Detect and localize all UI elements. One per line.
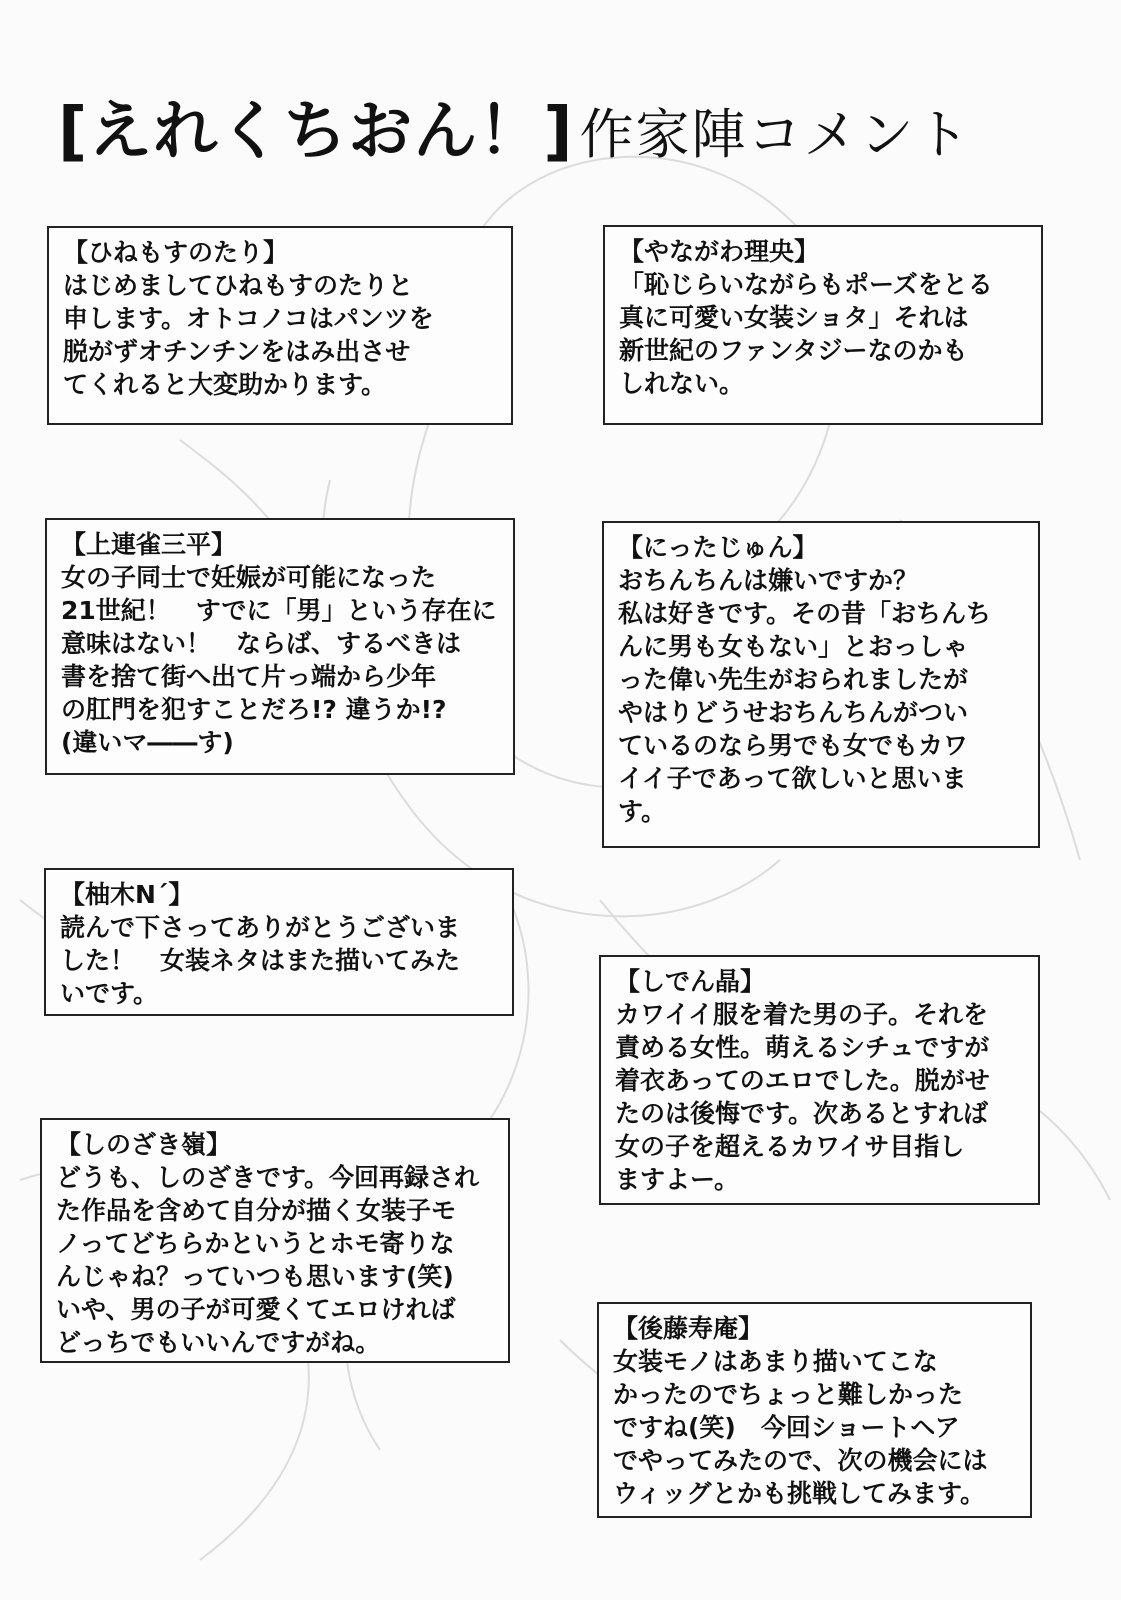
comment-line: んじゃね？っていつも思います(笑) bbox=[56, 1262, 454, 1291]
comment-line: 脱がずオチンチンをはみ出させ bbox=[63, 337, 411, 366]
comment-line: った偉い先生がおられましたが bbox=[618, 665, 969, 694]
author-name: 【ひねもすのたり】 bbox=[63, 238, 289, 267]
comment-line: 申します。オトコノコはパンツを bbox=[63, 304, 434, 333]
comment-box-goto bbox=[597, 1302, 1032, 1518]
comment-line: 新世紀のファンタジーなのかも bbox=[619, 336, 968, 365]
comment-line: 女の子同士で妊娠が可能になった bbox=[61, 563, 437, 592]
comment-line: しれない。 bbox=[619, 369, 745, 398]
comment-line: カワイイ服を着た男の子。それを bbox=[615, 1000, 989, 1029]
comment-line: んに男も女もない」とおっしゃ bbox=[618, 632, 969, 661]
comment-line: はじめましてひねもすのたりと bbox=[63, 271, 414, 300]
comment-line: やはりどうせおちんちんがつい bbox=[618, 698, 969, 727]
author-name: 【にったじゅん】 bbox=[618, 533, 818, 562]
comment-line: 真に可愛い女装ショタ」それは bbox=[619, 303, 969, 332]
author-name: 【しでん晶】 bbox=[615, 967, 766, 996]
comment-line: どっちでもいいんですがね。 bbox=[56, 1328, 381, 1357]
comment-line: いや、男の子が可愛くてエロければ bbox=[56, 1295, 456, 1324]
title-main: [えれくちおん！] bbox=[58, 95, 574, 169]
comment-line: 読んで下さってありがとうございま bbox=[60, 913, 461, 942]
comment-line: 着衣あってのエロでした。脱がせ bbox=[615, 1066, 990, 1095]
comment-box-shinozaki bbox=[40, 1118, 510, 1363]
comment-box-yanagawa bbox=[603, 225, 1043, 425]
comment-line: ですね(笑) 今回ショートヘア bbox=[613, 1413, 960, 1442]
author-name: 【上連雀三平】 bbox=[61, 530, 237, 559]
comment-line: でやってみたので、次の機会には bbox=[613, 1446, 988, 1475]
comment-line: ますよー。 bbox=[615, 1165, 740, 1194]
comment-box-yuzuki bbox=[44, 868, 514, 1016]
author-name: 【やながわ理央】 bbox=[619, 237, 820, 266]
comment-line: てくれると大変助かります。 bbox=[63, 370, 387, 399]
comment-line: イイ子であって欲しいと思いま bbox=[618, 764, 967, 793]
comment-line: (違いマ――す) bbox=[61, 728, 234, 757]
comment-line: 「恥じらいながらもポーズをとる bbox=[619, 270, 993, 299]
comment-line: いです。 bbox=[60, 979, 159, 1008]
comment-line: た作品を含めて自分が描く女装子モ bbox=[56, 1196, 457, 1225]
comment-line: 意味はない！ ならば、するべきは bbox=[61, 629, 462, 658]
comment-line: 責める女性。萌えるシチュですが bbox=[615, 1033, 990, 1062]
comment-line: かったのでちょっと難しかった bbox=[613, 1380, 964, 1409]
comment-line: 私は好きです。その昔「おちんち bbox=[618, 599, 992, 628]
comment-box-nitta bbox=[602, 521, 1040, 848]
comment-line: どうも、しのざきです。今回再録され bbox=[56, 1163, 480, 1192]
comment-line: 21世紀！ すでに「男」という存在に bbox=[61, 596, 497, 625]
comment-line: す。 bbox=[618, 797, 667, 826]
title-sub: 作家陣コメント bbox=[579, 103, 972, 166]
author-name: 【柚木N´】 bbox=[60, 880, 194, 909]
comment-line: 女装モノはあまり描いてこな bbox=[613, 1347, 938, 1376]
comment-box-kamirenjaku bbox=[45, 518, 515, 775]
comment-line: ているのなら男でも女でもカワ bbox=[618, 731, 969, 760]
comment-line: ウィッグとかも挑戦してみます。 bbox=[613, 1479, 986, 1508]
comment-line: ノってどちらかというとホモ寄りな bbox=[56, 1229, 455, 1258]
comment-line: した！ 女装ネタはまた描いてみた bbox=[60, 946, 461, 975]
author-name: 【しのざき嶺】 bbox=[56, 1130, 232, 1159]
comment-line: 書を捨て街へ出て片っ端から少年 bbox=[61, 662, 437, 691]
comment-box-shiden bbox=[599, 955, 1040, 1205]
comment-line: 女の子を超えるカワイサ目指し bbox=[615, 1132, 965, 1161]
comment-line: の肛門を犯すことだろ!? 違うか!? bbox=[61, 695, 447, 724]
comment-line: たのは後悔です。次あるとすれば bbox=[615, 1099, 989, 1128]
comment-line: おちんちんは嫌いですか？ bbox=[618, 566, 919, 595]
author-name: 【後藤寿庵】 bbox=[613, 1314, 764, 1343]
page-title bbox=[58, 92, 1058, 172]
comment-box-hinemosu bbox=[47, 226, 513, 425]
